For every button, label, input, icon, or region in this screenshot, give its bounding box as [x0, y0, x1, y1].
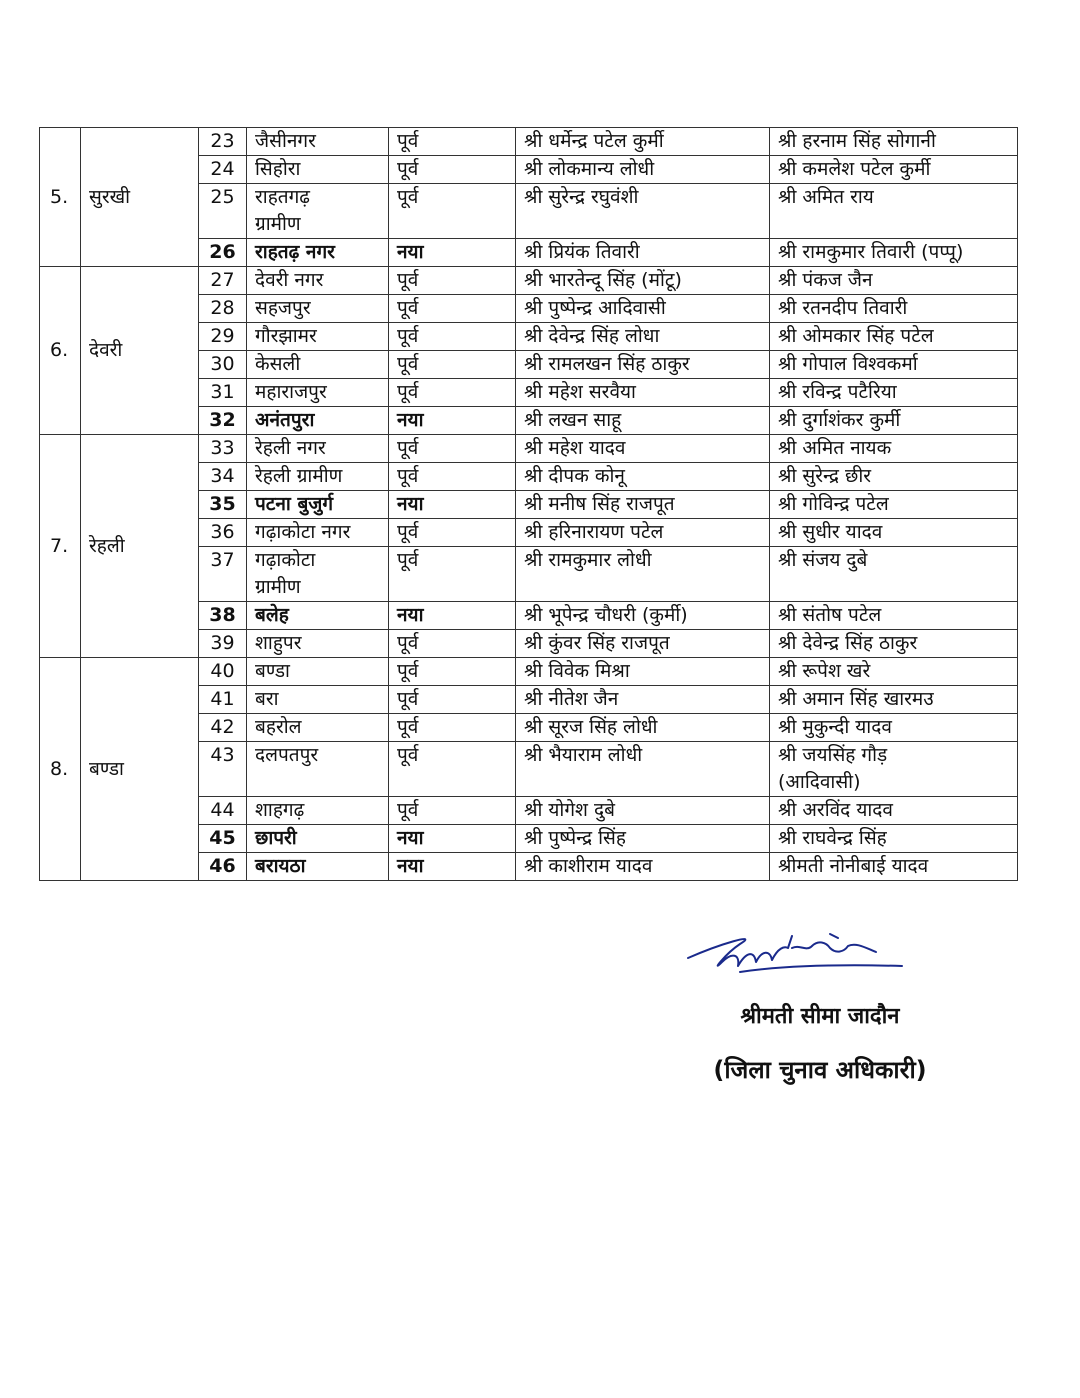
- row-number: 26: [199, 239, 247, 267]
- row-number: 44: [199, 797, 247, 825]
- nomination-table: [39, 127, 1018, 881]
- row-number: 45: [199, 825, 247, 853]
- place-name: केसली: [247, 351, 389, 379]
- status: पूर्व: [389, 267, 516, 295]
- previous-member: श्री लखन साहू: [516, 407, 770, 435]
- place-name: जैसीनगर: [247, 128, 389, 156]
- previous-member: श्री कुंवर सिंह राजपूत: [516, 630, 770, 658]
- new-member: [770, 742, 1018, 797]
- signatory-title: (जिला चुनाव अधिकारी): [713, 1056, 927, 1084]
- previous-member: श्री विवेक मिश्रा: [516, 658, 770, 686]
- place-name: छापरी: [247, 825, 389, 853]
- status: पूर्व: [389, 519, 516, 547]
- new-member: श्री हरनाम सिंह सोगानी: [770, 128, 1018, 156]
- row-number: 31: [199, 379, 247, 407]
- place-name: बरायठा: [247, 853, 389, 881]
- previous-member: श्री सूरज सिंह लोधी: [516, 714, 770, 742]
- row-number: 37: [199, 547, 247, 602]
- status: पूर्व: [389, 295, 516, 323]
- previous-member: श्री नीतेश जैन: [516, 686, 770, 714]
- place-name: बलेह: [247, 602, 389, 630]
- new-member: श्री देवेन्द्र सिंह ठाकुर: [770, 630, 1018, 658]
- status: पूर्व: [389, 658, 516, 686]
- previous-member: श्री महेश यादव: [516, 435, 770, 463]
- previous-member: श्री भारतेन्दू सिंह (मोंटू): [516, 267, 770, 295]
- new-member: श्री रामकुमार तिवारी (पप्पू): [770, 239, 1018, 267]
- row-number: 33: [199, 435, 247, 463]
- place-name: सिहोरा: [247, 156, 389, 184]
- row-number: 34: [199, 463, 247, 491]
- status: पूर्व: [389, 323, 516, 351]
- previous-member: श्री हरिनारायण पटेल: [516, 519, 770, 547]
- new-member: श्री रविन्द्र पटैरिया: [770, 379, 1018, 407]
- place-name-line1: गढ़ाकोटा: [255, 549, 316, 571]
- previous-member: श्री दीपक कोनू: [516, 463, 770, 491]
- status: नया: [389, 853, 516, 881]
- place-name: [247, 547, 389, 602]
- row-number: 41: [199, 686, 247, 714]
- previous-member: श्री सुरेन्द्र रघुवंशी: [516, 184, 770, 239]
- status: पूर्व: [389, 379, 516, 407]
- new-member: श्री गोपाल विश्वकर्मा: [770, 351, 1018, 379]
- status: पूर्व: [389, 435, 516, 463]
- table-row: [40, 435, 1018, 463]
- previous-member: श्री प्रियंक तिवारी: [516, 239, 770, 267]
- row-number: 36: [199, 519, 247, 547]
- row-number: 42: [199, 714, 247, 742]
- place-name: शाहगढ़: [247, 797, 389, 825]
- new-member-line2: (आदिवासी): [778, 771, 861, 793]
- previous-member: श्री धर्मेन्द्र पटेल कुर्मी: [516, 128, 770, 156]
- new-member: श्री गोविन्द्र पटेल: [770, 491, 1018, 519]
- row-number: 24: [199, 156, 247, 184]
- row-number: 30: [199, 351, 247, 379]
- status: पूर्व: [389, 351, 516, 379]
- row-number: 38: [199, 602, 247, 630]
- place-name-line2: ग्रामीण: [255, 213, 301, 235]
- new-member: श्री कमलेश पटेल कुर्मी: [770, 156, 1018, 184]
- place-name: [247, 184, 389, 239]
- previous-member: श्री महेश सरवैया: [516, 379, 770, 407]
- previous-member: श्री रामकुमार लोधी: [516, 547, 770, 602]
- row-number: 35: [199, 491, 247, 519]
- new-member: श्री संजय दुबे: [770, 547, 1018, 602]
- row-number: 27: [199, 267, 247, 295]
- new-member: श्रीमती नोनीबाई यादव: [770, 853, 1018, 881]
- status: पूर्व: [389, 128, 516, 156]
- place-name: रेहली नगर: [247, 435, 389, 463]
- new-member: श्री पंकज जैन: [770, 267, 1018, 295]
- previous-member: श्री देवेन्द्र सिंह लोधा: [516, 323, 770, 351]
- previous-member: श्री पुष्पेन्द्र आदिवासी: [516, 295, 770, 323]
- signature: [680, 922, 910, 992]
- place-name: दलपतपुर: [247, 742, 389, 797]
- place-name: गढ़ाकोटा नगर: [247, 519, 389, 547]
- place-name: राहतढ़ नगर: [247, 239, 389, 267]
- new-member: श्री अमित राय: [770, 184, 1018, 239]
- row-number: 25: [199, 184, 247, 239]
- status: नया: [389, 825, 516, 853]
- row-number: 43: [199, 742, 247, 797]
- row-number: 46: [199, 853, 247, 881]
- status: पूर्व: [389, 547, 516, 602]
- status: पूर्व: [389, 184, 516, 239]
- new-member: श्री अरविंद यादव: [770, 797, 1018, 825]
- previous-member: श्री मनीष सिंह राजपूत: [516, 491, 770, 519]
- status: नया: [389, 239, 516, 267]
- place-name: अनंतपुरा: [247, 407, 389, 435]
- block-name: बण्डा: [81, 658, 199, 881]
- status: पूर्व: [389, 742, 516, 797]
- place-name: बण्डा: [247, 658, 389, 686]
- table-row: [40, 658, 1018, 686]
- table-row: [40, 267, 1018, 295]
- new-member: श्री संतोष पटेल: [770, 602, 1018, 630]
- place-name-line2: ग्रामीण: [255, 576, 301, 598]
- place-name: महाराजपुर: [247, 379, 389, 407]
- previous-member: श्री पुष्पेन्द्र सिंह: [516, 825, 770, 853]
- new-member: श्री मुकुन्दी यादव: [770, 714, 1018, 742]
- status: पूर्व: [389, 797, 516, 825]
- place-name: बहरोल: [247, 714, 389, 742]
- block-name: देवरी: [81, 267, 199, 435]
- row-number: 40: [199, 658, 247, 686]
- new-member-line1: श्री जयसिंह गौड़: [778, 744, 888, 766]
- place-name: रेहली ग्रामीण: [247, 463, 389, 491]
- block-number: 5.: [40, 128, 81, 267]
- previous-member: श्री योगेश दुबे: [516, 797, 770, 825]
- new-member: श्री दुर्गाशंकर कुर्मी: [770, 407, 1018, 435]
- previous-member: श्री भूपेन्द्र चौधरी (कुर्मी): [516, 602, 770, 630]
- block-name: रेहली: [81, 435, 199, 658]
- status: नया: [389, 491, 516, 519]
- new-member: श्री सुरेन्द्र छीर: [770, 463, 1018, 491]
- status: पूर्व: [389, 463, 516, 491]
- new-member: श्री अमित नायक: [770, 435, 1018, 463]
- previous-member: श्री काशीराम यादव: [516, 853, 770, 881]
- status: पूर्व: [389, 714, 516, 742]
- new-member: श्री रूपेश खरे: [770, 658, 1018, 686]
- status: पूर्व: [389, 630, 516, 658]
- new-member: श्री सुधीर यादव: [770, 519, 1018, 547]
- new-member: श्री ओमकार सिंह पटेल: [770, 323, 1018, 351]
- new-member: श्री राघवेन्द्र सिंह: [770, 825, 1018, 853]
- block-name: सुरखी: [81, 128, 199, 267]
- block-number: 6.: [40, 267, 81, 435]
- row-number: 23: [199, 128, 247, 156]
- place-name: गौरझामर: [247, 323, 389, 351]
- place-name-line1: राहतगढ़: [255, 186, 311, 208]
- place-name: बरा: [247, 686, 389, 714]
- place-name: सहजपुर: [247, 295, 389, 323]
- previous-member: श्री रामलखन सिंह ठाकुर: [516, 351, 770, 379]
- row-number: 32: [199, 407, 247, 435]
- status: नया: [389, 407, 516, 435]
- row-number: 29: [199, 323, 247, 351]
- previous-member: श्री लोकमान्य लोधी: [516, 156, 770, 184]
- place-name: देवरी नगर: [247, 267, 389, 295]
- new-member: श्री रतनदीप तिवारी: [770, 295, 1018, 323]
- place-name: शाहुपर: [247, 630, 389, 658]
- status: नया: [389, 602, 516, 630]
- row-number: 28: [199, 295, 247, 323]
- signatory-name: श्रीमती सीमा जादौन: [740, 1004, 900, 1029]
- row-number: 39: [199, 630, 247, 658]
- place-name: पटना बुजुर्ग: [247, 491, 389, 519]
- status: पूर्व: [389, 686, 516, 714]
- status: पूर्व: [389, 156, 516, 184]
- table-row: [40, 128, 1018, 156]
- previous-member: श्री भैयाराम लोधी: [516, 742, 770, 797]
- block-number: 8.: [40, 658, 81, 881]
- block-number: 7.: [40, 435, 81, 658]
- new-member: श्री अमान सिंह खारमउ: [770, 686, 1018, 714]
